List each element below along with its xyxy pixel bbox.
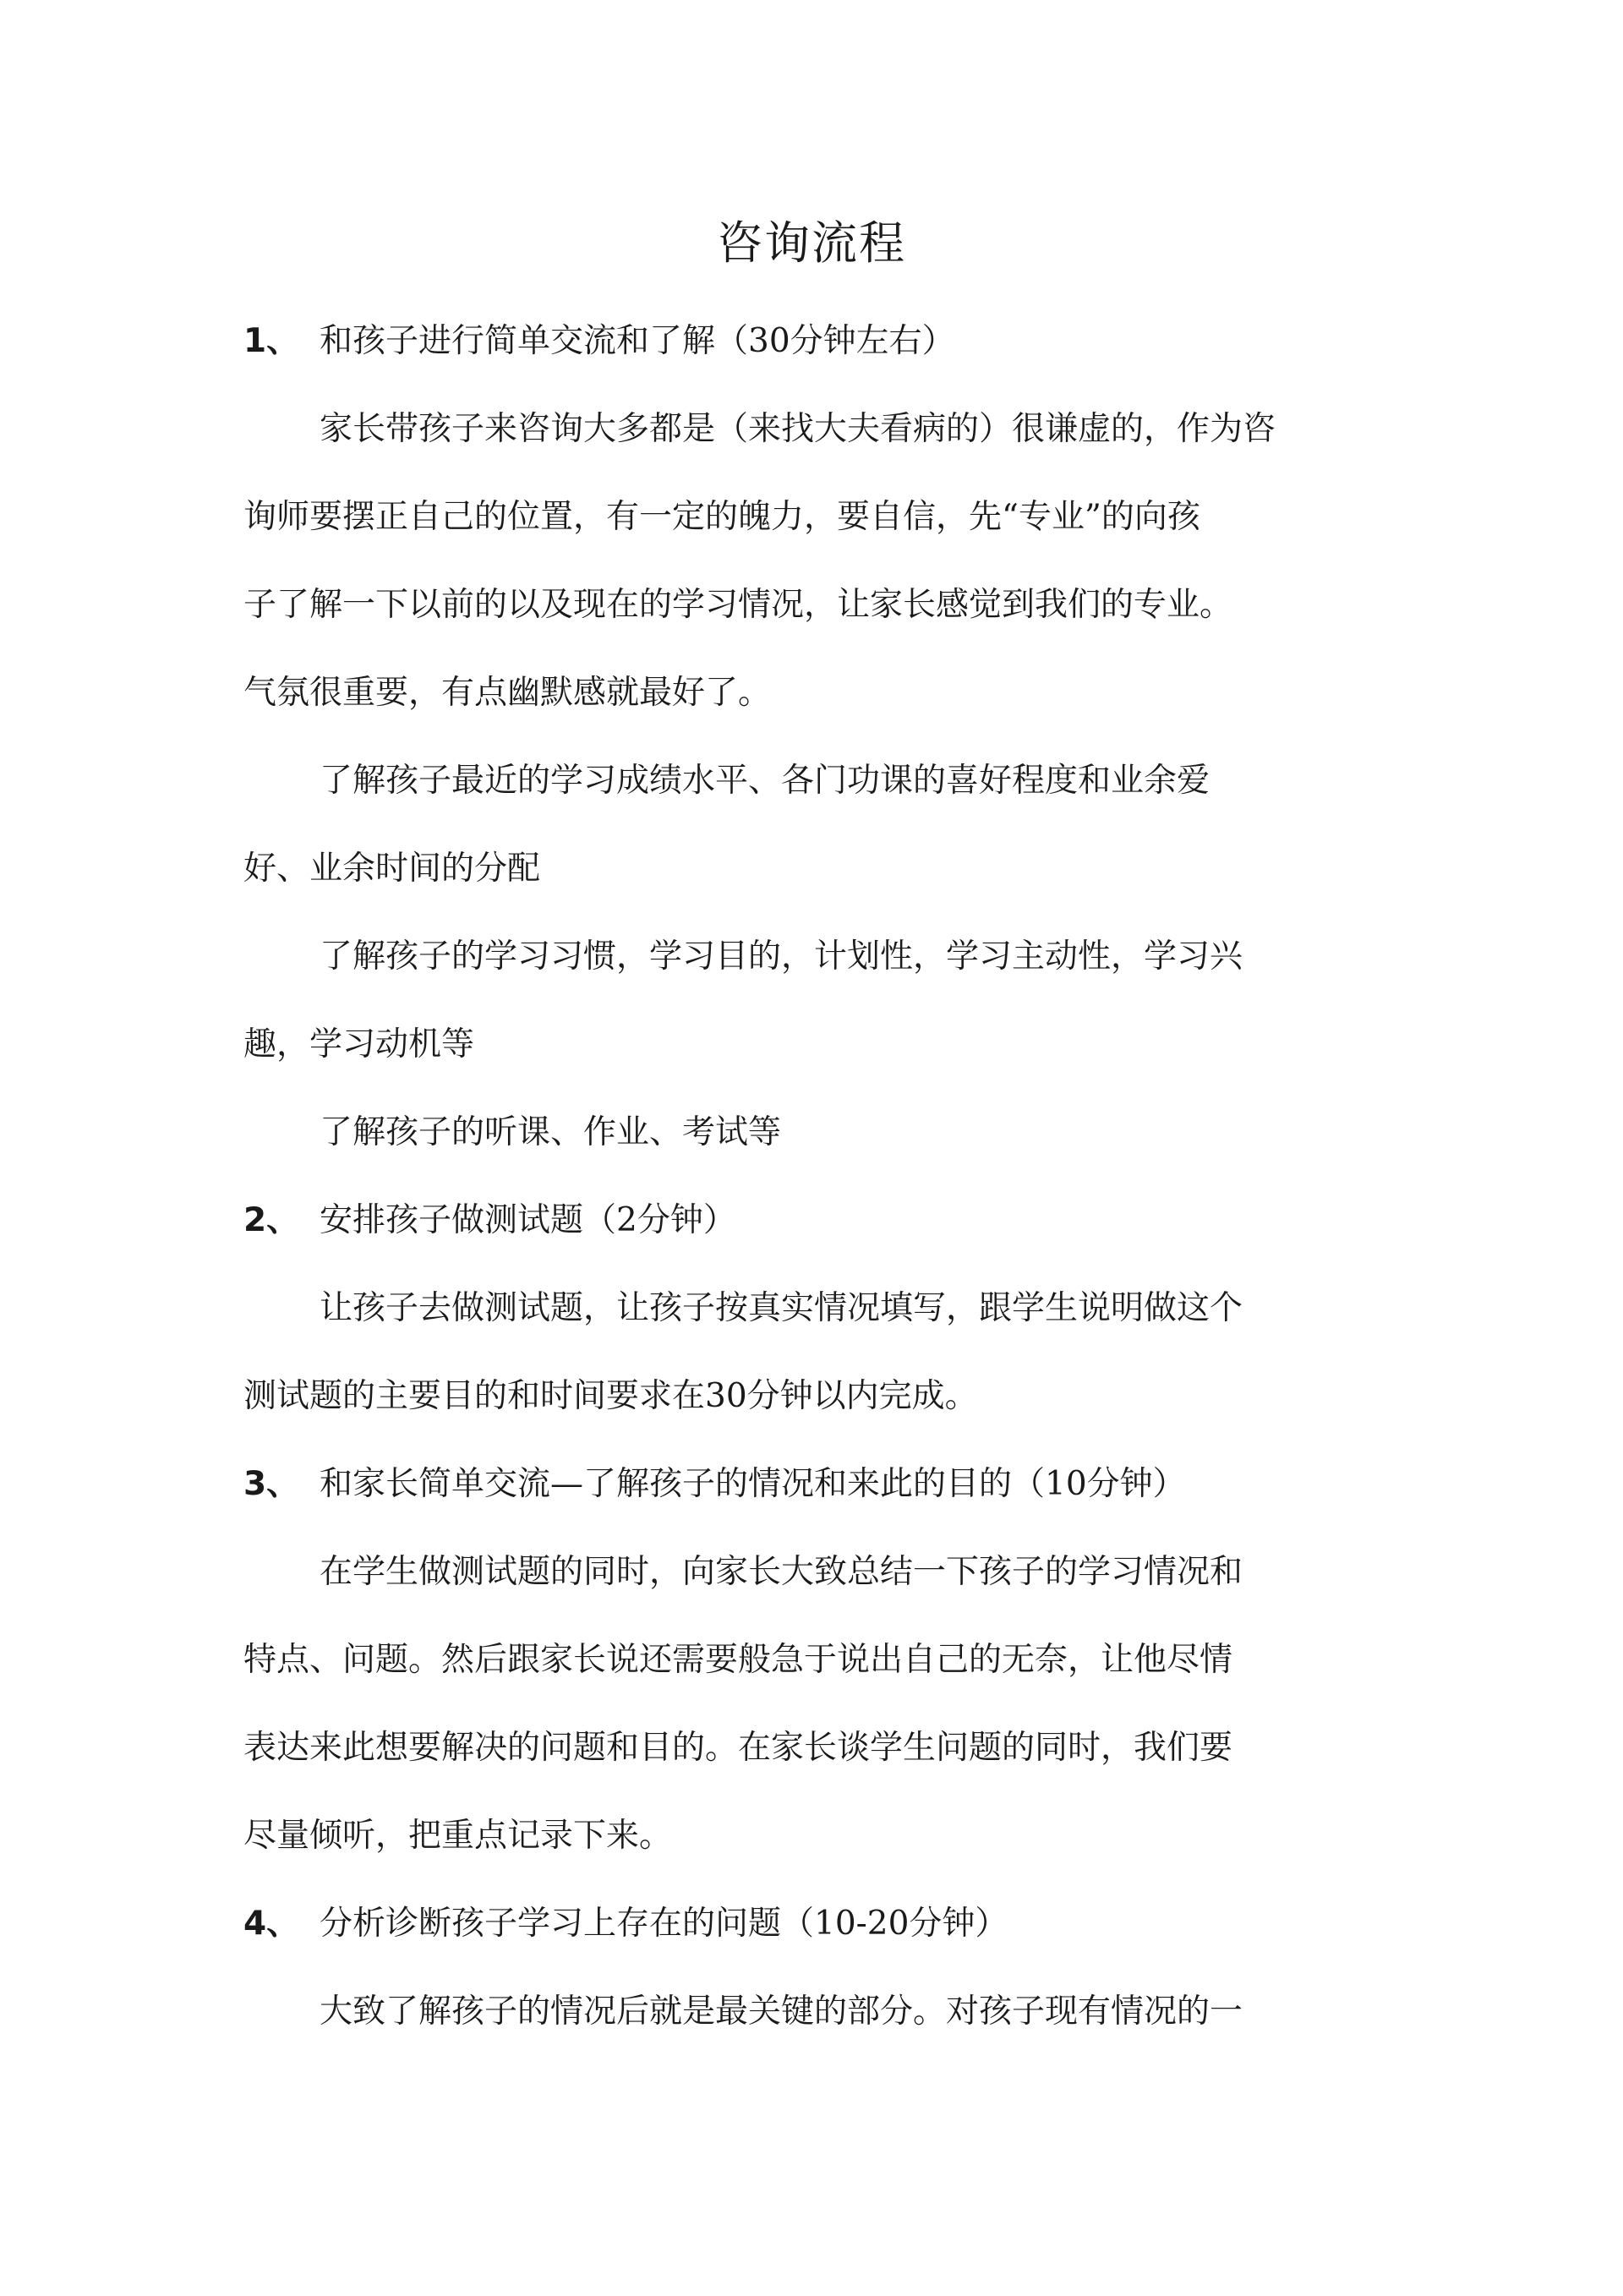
paragraph-line: 询师要摆正自己的位置，有一定的魄力，要自信，先“专业”的向孩	[243, 498, 1200, 536]
paragraph-line: 特点、问题。然后跟家长说还需要般急于说出自己的无奈，让他尽情	[243, 1641, 1233, 1679]
paragraph-line: 测试题的主要目的和时间要求在30分钟以内完成。	[243, 1377, 978, 1415]
paragraph-line: 表达来此想要解决的问题和目的。在家长谈学生问题的同时，我们要	[243, 1729, 1233, 1767]
section-heading-1	[243, 316, 955, 367]
paragraph-line: 家长带孩子来咨询大多都是（来找大夫看病的）很谦虚的，作为咨	[320, 410, 1276, 448]
paragraph-line: 了解孩子最近的学习成绩水平、各门功课的喜好程度和业余爱	[320, 762, 1210, 800]
paragraph-line: 趣，学习动机等	[243, 1025, 475, 1063]
paragraph-line: 了解孩子的学习习惯，学习目的，计划性，学习主动性，学习兴	[320, 938, 1243, 976]
paragraph-line: 尽量倾听，把重点记录下来。	[243, 1817, 673, 1855]
paragraph-line: 大致了解孩子的情况后就是最关键的部分。对孩子现有情况的一	[320, 1993, 1243, 2031]
paragraph-line: 让孩子去做测试题，让孩子按真实情况填写，跟学生说明做这个	[320, 1289, 1243, 1327]
section-heading-2	[243, 1195, 736, 1246]
section-number: 1、	[243, 322, 300, 360]
paragraph-line: 好、业余时间的分配	[243, 850, 541, 888]
section-heading-text: 安排孩子做测试题（2分钟）	[320, 1201, 736, 1239]
paragraph-line: 了解孩子的听课、作业、考试等	[320, 1113, 782, 1151]
paragraph-line: 子了解一下以前的以及现在的学习情况，让家长感觉到我们的专业。	[243, 586, 1233, 624]
section-number: 4、	[243, 1905, 300, 1943]
paragraph-line: 气氛很重要，有点幽默感就最好了。	[243, 674, 772, 712]
section-number: 2、	[243, 1201, 300, 1239]
paragraph-line: 在学生做测试题的同时，向家长大致总结一下孩子的学习情况和	[320, 1553, 1243, 1591]
section-heading-text: 和家长简单交流—了解孩子的情况和来此的目的（10分钟）	[320, 1465, 1186, 1503]
section-heading-4	[243, 1899, 1008, 1949]
section-heading-text: 和孩子进行简单交流和了解（30分钟左右）	[320, 322, 955, 360]
page-title: 咨询流程	[717, 216, 906, 270]
section-number: 3、	[243, 1465, 300, 1503]
section-heading-text: 分析诊断孩子学习上存在的问题（10-20分钟）	[320, 1905, 1008, 1943]
section-heading-3	[243, 1459, 1186, 1510]
